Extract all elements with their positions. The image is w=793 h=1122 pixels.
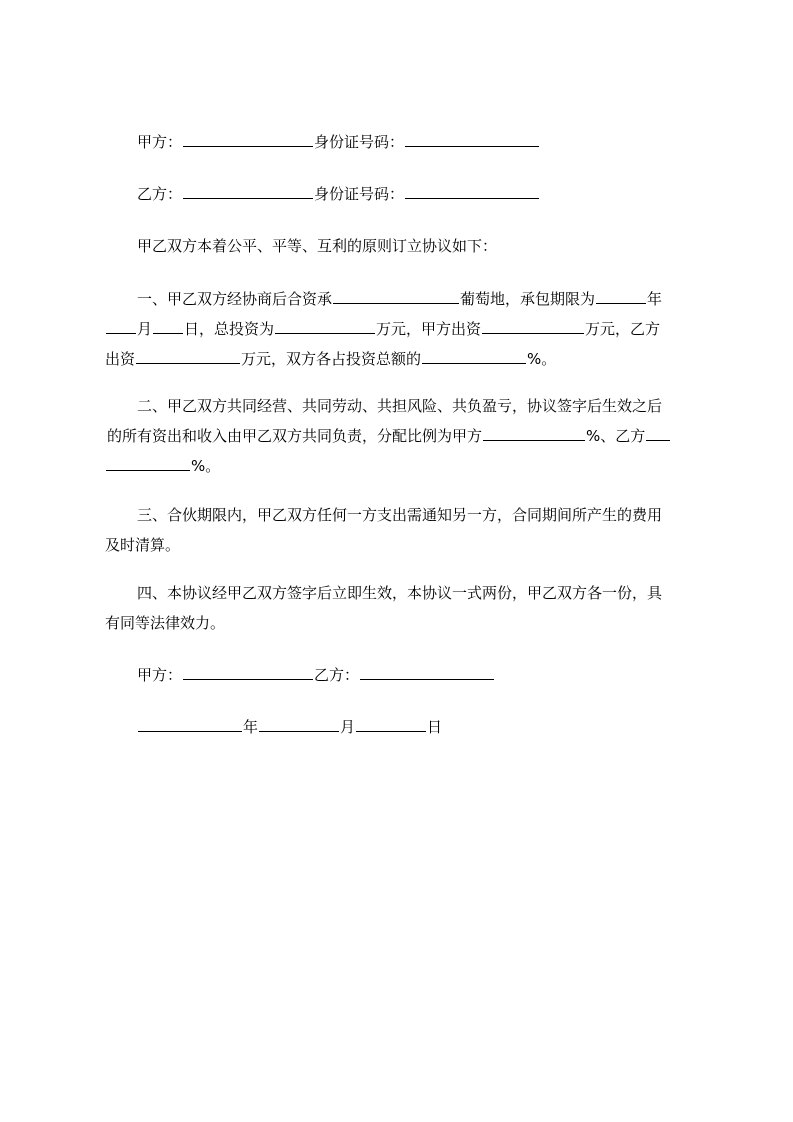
clause-1-text-c: 年 [647,290,663,308]
clause-1-text-i: 万元，双方各占投资总额的 [241,350,422,368]
signature-party-b-blank[interactable] [360,665,494,680]
party-b-label: 乙方： [137,185,183,203]
date-day-label: 日 [427,718,443,736]
date-month-blank[interactable] [259,717,339,732]
party-b-ratio-blank-start[interactable] [646,426,670,441]
clause-1-text-f: 万元，甲方出资 [376,320,482,338]
date-month-label: 月 [340,718,356,736]
party-a-line [105,127,700,157]
vineyard-blank[interactable] [333,289,459,304]
date-line [105,712,700,742]
signature-party-a-label: 甲方： [137,666,183,684]
clause-1-line-2 [105,314,700,344]
clause-4-line-2: 有同等法律效力。 [105,614,226,632]
clause-2-line-3 [105,451,700,481]
party-b-id-label: 身份证号码： [314,185,405,203]
term-years-blank[interactable] [596,289,646,304]
clause-2-text-c: %。 [191,457,221,475]
party-a-investment-blank[interactable] [482,319,584,334]
clause-1-text-d: 月 [137,320,153,338]
clause-1-text-g: 万元，乙方 [585,320,661,338]
clause-1 [105,284,700,374]
party-b-investment-blank[interactable] [136,349,240,364]
clause-2-line-1: 二、甲乙双方共同经营、共同劳动、共担风险、共负盈亏，协议签字后生效之后 [137,397,663,415]
party-b-id-blank[interactable] [405,184,539,199]
investment-share-blank[interactable] [422,349,526,364]
clause-2-text-b: %、乙方 [586,427,646,445]
clause-2-text-a: 的所有资出和收入由甲乙双方共同负责，分配比例为甲方 [107,427,483,445]
party-b-line [105,179,700,209]
clause-1-line-3 [105,344,700,374]
party-a-id-blank[interactable] [405,132,539,147]
clause-2 [105,391,700,481]
intro-text: 甲乙双方本着公平、平等、互利的原则订立协议如下： [137,237,498,255]
party-a-label: 甲方： [137,133,183,151]
day-blank[interactable] [153,319,183,334]
signature-party-b-label: 乙方： [314,666,360,684]
party-a-id-label: 身份证号码： [314,133,405,151]
clause-1-text-a: 一、甲乙双方经协商后合资承 [137,290,333,308]
clause-3-line-1: 三、合伙期限内，甲乙双方任何一方支出需通知另一方，合同期间所产生的费用 [137,506,663,524]
clause-4 [105,578,700,638]
party-b-name-blank[interactable] [183,184,313,199]
month-blank[interactable] [106,319,136,334]
clause-3-line-2: 及时清算。 [105,536,181,554]
total-investment-blank[interactable] [275,319,375,334]
party-a-ratio-blank[interactable] [483,426,585,441]
date-year-blank[interactable] [138,717,242,732]
clause-2-line-2 [105,421,700,451]
clause-4-line-1: 四、本协议经甲乙双方签字后立即生效，本协议一式两份，甲乙双方各一份，具 [137,584,663,602]
clause-1-text-j: %。 [527,350,557,368]
date-year-label: 年 [243,718,259,736]
clause-3 [105,500,700,560]
intro-paragraph [105,231,700,261]
signature-line [105,660,700,690]
clause-1-text-b: 葡萄地，承包期限为 [460,290,596,308]
clause-1-line-1 [105,284,700,314]
party-b-ratio-blank[interactable] [106,456,190,471]
date-day-blank[interactable] [356,717,426,732]
clause-1-text-h: 出资 [105,350,136,368]
party-a-name-blank[interactable] [183,132,313,147]
signature-party-a-blank[interactable] [183,665,313,680]
clause-1-text-e: 日，总投资为 [184,320,275,338]
